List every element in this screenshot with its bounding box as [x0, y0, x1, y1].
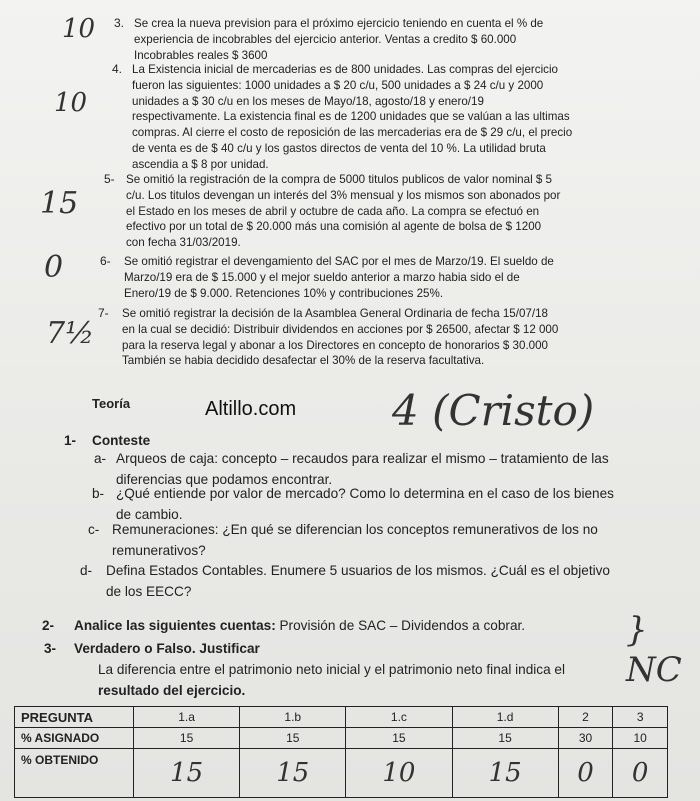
table-row — [15, 749, 668, 798]
handwritten-score-5: 15 — [40, 186, 79, 221]
item-1d: Defina Estados Contables. Enumere 5 usuarios de los mismos. ¿Cuál es el objetivo de los EECC? — [106, 563, 610, 599]
item-number-5: 5- — [104, 172, 115, 186]
item-number-6: 6- — [100, 254, 111, 268]
practice-item-5: Se omitió la registración de la compra de 5000 titulos publicos de valor nominal $ 5 c/u. Los titulos devengan un interés del 3% mensual y los mismos son abonados por el Estado en los meses de abril y octubre de cada año. La compra se efectuó en efectivo por un total de $ 20.000 más una comisión al agente de bolsa de $ 1200 con fecha 31/03/2019. — [126, 173, 561, 250]
table-row — [15, 728, 668, 749]
table-cell: 30 — [558, 728, 613, 749]
table-cell: 15 — [134, 728, 240, 749]
section-2-number: 2- — [42, 618, 55, 633]
item-1c-letter: c- — [88, 522, 100, 537]
section-1-title: Conteste — [92, 433, 151, 448]
handwritten-note: 4 (Cristo) — [392, 386, 595, 435]
table-header-row — [15, 707, 668, 728]
item-1b-letter: b- — [92, 486, 105, 501]
section-2: Analice las siguientes cuentas: Provisión de SAC – Dividendos a cobrar. — [74, 618, 526, 633]
handwritten-score-7: 7½ — [46, 316, 95, 351]
table-header-cell: 3 — [613, 707, 668, 728]
item-1c: Remuneraciones: ¿En qué se diferencian los conceptos remunerativos de los no remunerativos? — [112, 522, 598, 558]
table-cell: 15 — [240, 728, 346, 749]
handwritten-score-3: 10 — [62, 14, 96, 44]
item-1a-letter: a- — [94, 451, 107, 466]
table-header-cell: 1.c — [346, 707, 452, 728]
practice-item-7: Se omitió registrar la decisión de la Asamblea General Ordinaria de fecha 15/07/18 en la cual se decidió: Distribuir dividendos en acciones por $ 26500, afectar $ 12 000 para la reserva legal y abonar a los Directores en concepto de honorarios $ 30.000 También se habia decidido desafectar el 30% de la reserva facultativa. — [122, 307, 559, 368]
handwritten-score-6: 0 — [44, 250, 64, 285]
score-table — [14, 706, 668, 798]
table-header-cell: 1.a — [134, 707, 240, 728]
section-3-number: 3- — [44, 641, 57, 656]
table-cell: % ASIGNADO — [15, 728, 134, 749]
item-number-7: 7- — [98, 306, 109, 320]
table-cell: 15 — [240, 749, 346, 798]
handwritten-nc: } NC — [626, 610, 682, 690]
practice-item-3: Se crea la nueva prevision para el próximo ejercicio teniendo en cuenta el % de experiencia de incobrables del ejercicio anterior. Ventas a credito $ 60.000 Incobrables reales $ 3600 — [134, 17, 544, 62]
item-number-4: 4. — [112, 62, 123, 76]
table-header-cell: 1.d — [452, 707, 558, 728]
table-cell: 15 — [346, 728, 452, 749]
table-cell: 10 — [613, 728, 668, 749]
theory-heading: Teoría — [92, 396, 131, 411]
table-cell: 10 — [346, 749, 452, 798]
table-header-cell: 1.b — [240, 707, 346, 728]
table-cell: 15 — [452, 728, 558, 749]
watermark: Altillo.com — [205, 398, 297, 420]
handwritten-score-4: 10 — [54, 88, 88, 118]
practice-item-4: La Existencia inicial de mercaderias es de 800 unidades. Las compras del ejercicio fueron las siguientes: 1000 unidades a $ 20 c/u, 500 unidades a $ 24 c/u y 2000 unidades a $ 30 c/u en los meses de Mayo/18, agosto/18 y enero/19 respectivamente. La existencia final es de 1200 unidades que se valúan a las ultimas compras. Al cierre el costo de reposición de las mercaderias era de $ 29 c/u, el precio de venta es de $ 40 c/u y los gastos directos de venta del 10 %. La utilidad bruta ascendia a $ 8 por unidad. — [132, 63, 573, 171]
table-cell: % OBTENIDO — [15, 749, 134, 798]
section-1-number: 1- — [64, 433, 77, 448]
item-number-3: 3. — [114, 16, 125, 30]
item-1b: ¿Qué entiende por valor de mercado? Como lo determina en el caso de los bienes de cambio. — [116, 486, 614, 522]
section-3-statement: La diferencia entre el patrimonio neto inicial y el patrimonio neto final indica el resultado del ejercicio. — [98, 662, 565, 698]
item-1d-letter: d- — [80, 563, 93, 578]
table-header-cell: 2 — [558, 707, 613, 728]
item-1a: Arqueos de caja: concepto – recaudos para realizar el mismo – tratamiento de las diferencias que podamos encontrar. — [116, 451, 609, 487]
table-cell: 0 — [613, 749, 668, 798]
section-3-title: Verdadero o Falso. Justificar — [74, 641, 260, 656]
table-header-cell: PREGUNTA — [15, 707, 134, 728]
table-cell: 15 — [134, 749, 240, 798]
practice-item-6: Se omitió registrar el devengamiento del SAC por el mes de Marzo/19. El sueldo de Marzo/19 era de $ 15.000 y el mejor sueldo anterior a marzo habia sido el de Enero/19 de $ 9.000. Retenciones 10% y contribuciones 25%. — [124, 255, 554, 300]
table-cell: 15 — [452, 749, 558, 798]
table-cell: 0 — [558, 749, 613, 798]
